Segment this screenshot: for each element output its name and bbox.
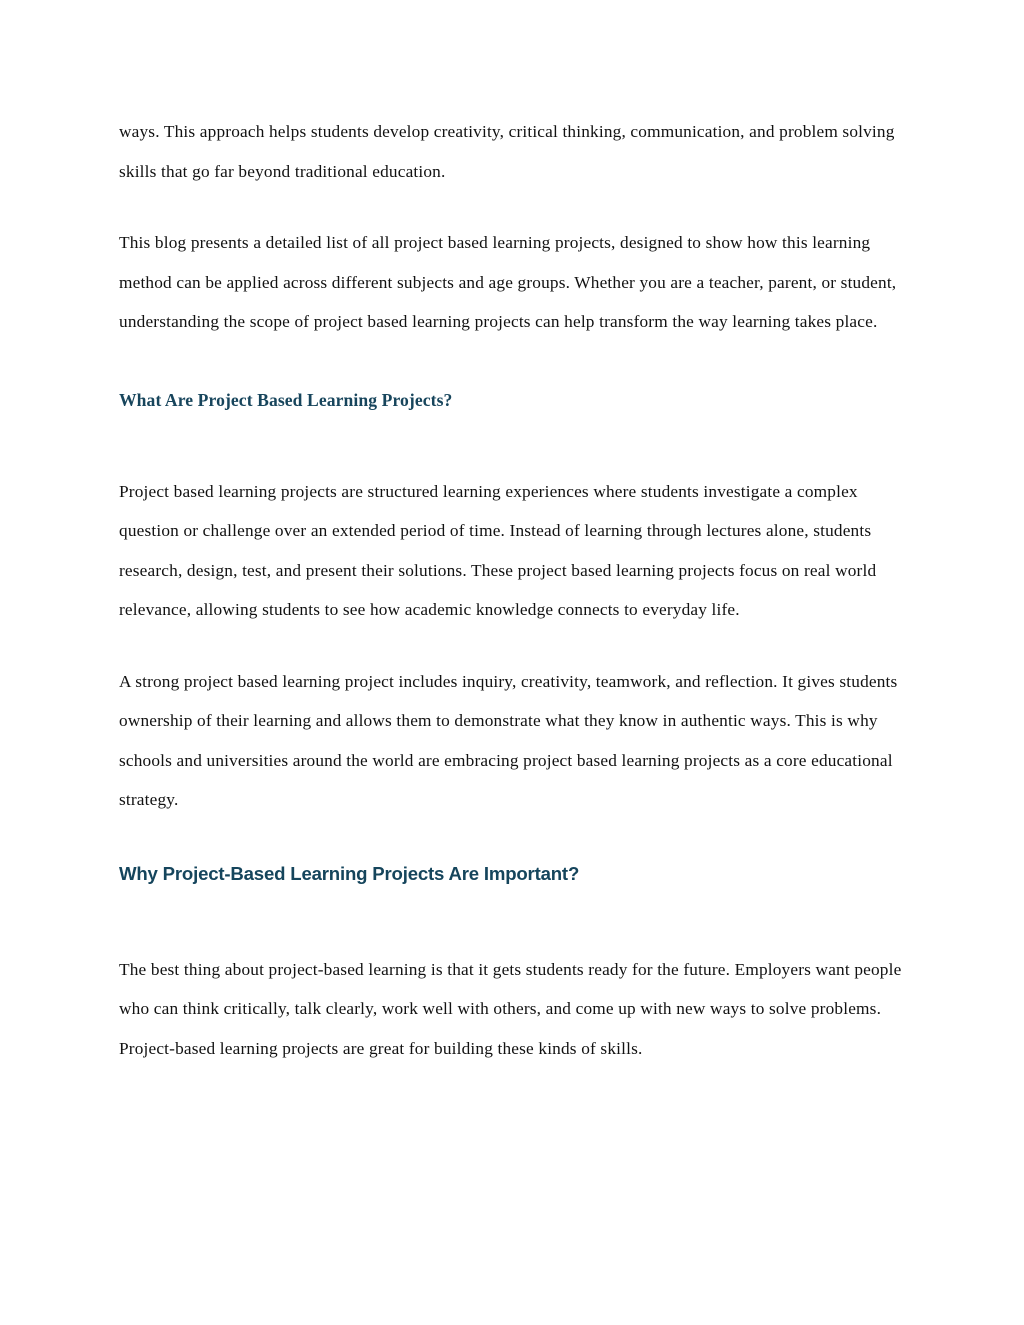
spacer-before-heading-1 xyxy=(119,342,903,386)
spacer-after-heading-1 xyxy=(119,414,903,472)
spacer-before-heading-2 xyxy=(119,820,903,860)
paragraph-future-ready: The best thing about project-based learning is that it gets students ready for the future. Employers want people who can think critically, talk clearly, work well with others, and come up with new ways to solve problems. Project-based learning projects are great for building these kinds of skills. xyxy=(119,959,902,1058)
heading-why-project-based-learning-projects-are-important: Why Project-Based Learning Projects Are Important? xyxy=(119,862,580,884)
document-body xyxy=(119,112,903,1068)
spacer-after-heading-2 xyxy=(119,888,903,950)
paragraph-strong-project: A strong project based learning project includes inquiry, creativity, teamwork, and reflection. It gives students ownership of their learning and allows them to demonstrate what they know in authentic ways. This is why schools and universities around the world are embracing project based learning projects as a core educational strategy. xyxy=(119,671,898,809)
paragraph-blog-intro: This blog presents a detailed list of all project based learning projects, designed to show how this learning method can be applied across different subjects and age groups. Whether you are a teacher, parent, or student, understanding the scope of project based learning projects can help transform the way learning takes place. xyxy=(119,233,897,331)
paragraph-continuation: ways. This approach helps students develop creativity, critical thinking, communication, and problem solving skills that go far beyond traditional education. xyxy=(119,122,895,181)
heading-what-are-project-based-learning-projects: What Are Project Based Learning Projects? xyxy=(119,389,453,410)
paragraph-definition: Project based learning projects are structured learning experiences where students investigate a complex question or challenge over an extended period of time. Instead of learning through lectures alone, students research, design, test, and present their solutions. These project based learning projects focus on real world relevance, allowing students to see how academic knowledge connects to everyday life. xyxy=(119,481,877,619)
